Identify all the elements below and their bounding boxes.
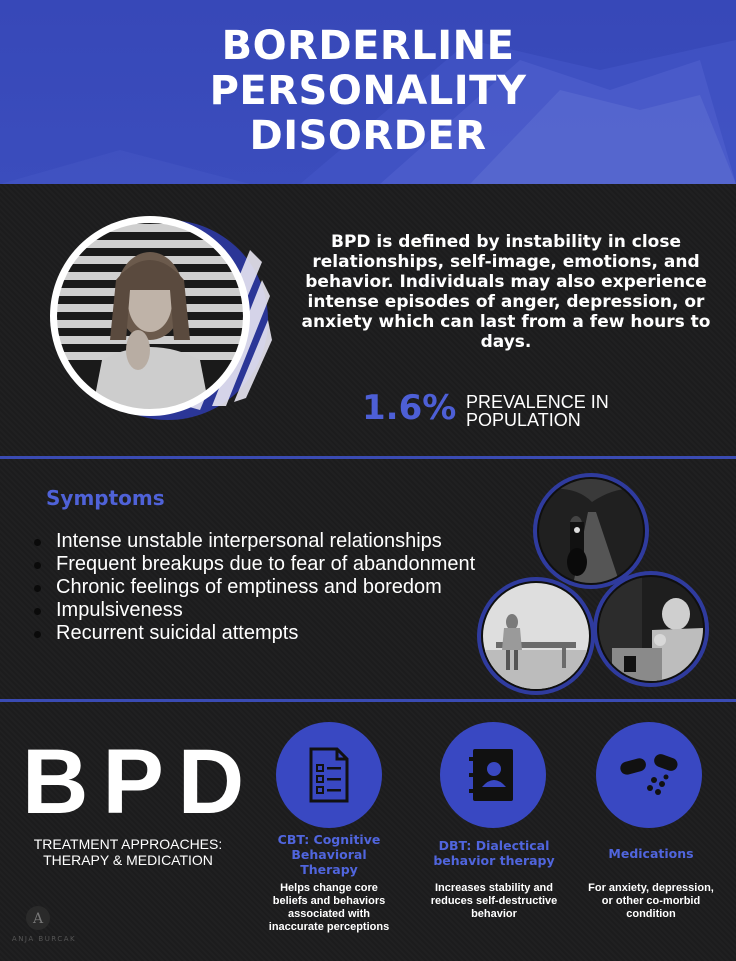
dbt-title: DBT: Dialectical behavior therapy <box>433 838 555 868</box>
logo-letter: A <box>32 911 44 927</box>
pills-icon <box>614 750 684 800</box>
dbt-icon-circle <box>440 722 546 828</box>
sitting-person-photo <box>476 576 596 696</box>
title-line-2: PERSONALITY <box>209 68 527 114</box>
symptom-item: Recurrent suicidal attempts <box>34 622 494 645</box>
cbt-title: CBT: Cognitive Behavioral Therapy <box>277 832 381 877</box>
symptom-item: Impulsiveness <box>34 599 494 622</box>
dbt-description: Increases stability and reduces self-destructive behavior <box>430 882 558 920</box>
treatment-label: TREATMENT APPROACHES: THERAPY & MEDICATION <box>33 836 223 868</box>
medications-title: Medications <box>608 846 694 861</box>
symptoms-heading: Symptoms <box>46 486 165 510</box>
author-logo <box>16 902 72 958</box>
symptoms-list <box>34 530 494 645</box>
intro-description: BPD is defined by instability in close relationships, self-image, emotions, and behavior. Individuals may also experience intense episodes of anger, depression, or anxiety which can last from a few hours to days. <box>301 232 711 352</box>
title-line-1: BORDERLINE <box>221 23 515 69</box>
prevalence-label: PREVALENCE IN POPULATION <box>466 392 609 430</box>
portrait-image <box>50 210 276 422</box>
symptom-item: Frequent breakups due to fear of abandonment <box>34 553 494 576</box>
medications-icon-circle <box>596 722 702 828</box>
document-checklist-icon <box>301 745 357 805</box>
contact-book-icon <box>465 745 521 805</box>
symptom-item: Chronic feelings of emptiness and boredom <box>34 576 494 599</box>
bpd-large-text: BPD <box>22 731 259 833</box>
title-line-3: DISORDER <box>249 113 487 159</box>
author-credit: ANJA BURCAK <box>11 935 77 943</box>
symptom-item: Intense unstable interpersonal relationships <box>34 530 494 553</box>
cbt-icon-circle <box>276 722 382 828</box>
medications-description: For anxiety, depression, or other co-morbid condition <box>588 882 714 920</box>
cbt-description: Helps change core beliefs and behaviors associated with inaccurate perceptions <box>268 882 390 933</box>
person-with-phone-photo <box>592 570 710 688</box>
prevalence-value: 1.6% <box>362 388 457 428</box>
header-banner <box>0 0 736 184</box>
page-title <box>0 24 736 159</box>
